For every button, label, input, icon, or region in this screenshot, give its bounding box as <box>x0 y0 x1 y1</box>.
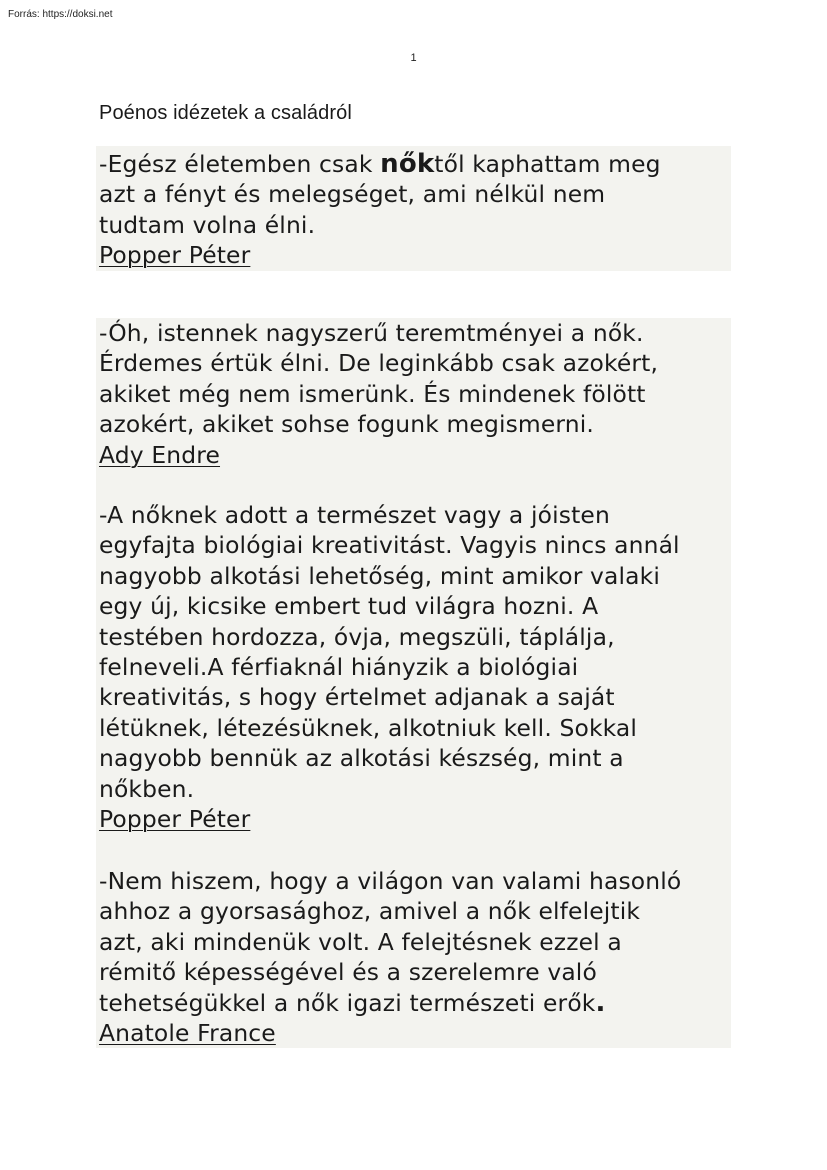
quote-emphasis: . <box>595 987 606 1018</box>
quote-text <box>99 866 731 1018</box>
quote-author-link[interactable]: Popper Péter <box>99 241 251 270</box>
source-note: Forrás: https://doksi.net <box>8 9 113 20</box>
quote-block-2 <box>96 318 731 1048</box>
quote-author-link[interactable]: Popper Péter <box>99 805 251 834</box>
quote-text-part: -Nem hiszem, hogy a világon van valami hasonló ahhoz a gyorsasághoz, amivel a nők elfelejtik azt, aki mindenük volt. A felejtésnek ezzel a rémitő képességével és a szerelemre való tehetségükkel a nők igazi természeti erők <box>99 867 682 1017</box>
quote-author-link[interactable]: Anatole France <box>99 1019 276 1048</box>
quote-ady <box>99 318 731 470</box>
quote-author-link[interactable]: Ady Endre <box>99 440 221 469</box>
quote-popper-2 <box>99 500 731 834</box>
quote-popper-1 <box>99 149 731 271</box>
quote-block-1 <box>96 146 731 271</box>
quote-emphasis: nők <box>380 149 435 179</box>
quote-text-part: től kaphattam meg azt a fényt és melegséget, ami nélkül nem tudtam volna élni. <box>99 150 661 239</box>
quote-text-part: -Egész életemben csak <box>99 150 381 178</box>
quote-text: -Óh, istennek nagyszerű teremtményei a nők. Érdemes értük élni. De leginkább csak azokért, akiket még nem ismerünk. És mindenek fölött azokért, akiket sohse fogunk megismerni. <box>99 319 659 439</box>
page-number: 1 <box>410 52 417 64</box>
quote-france <box>99 866 731 1048</box>
quote-text: -A nőknek adott a természet vagy a jóisten egyfajta biológiai kreativitást. Vagyis nincs annál nagyobb alkotási lehetőség, mint amikor valaki egy új, kicsike embert tud világra hozni. A testében hordozza, óvja, megszüli, táplálja, felneveli.A férfiaknál hiányzik a biológiai kreativitás, s hogy értelmet adjanak a saját létüknek, létezésüknek, alkotniuk kell. Sokkal nagyobb bennük az alkotási készség, mint a nőkben. <box>99 501 680 803</box>
quote-text <box>99 149 731 240</box>
document-title: Poénos idézetek a családról <box>99 102 352 124</box>
